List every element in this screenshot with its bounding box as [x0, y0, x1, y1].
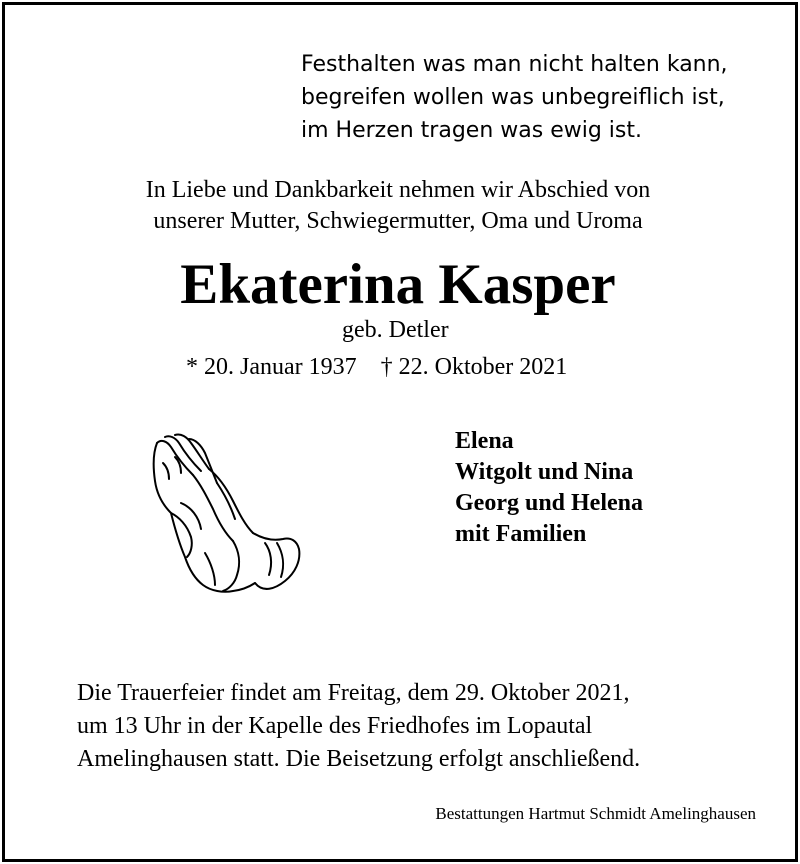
mourner-line: Georg und Helena — [455, 490, 644, 516]
death-date: † 22. Oktober 2021 — [380, 354, 568, 380]
quote-line: begreifen wollen was unbegreiflich ist, — [301, 85, 725, 110]
deceased-name: Ekaterina Kasper — [180, 253, 616, 316]
service-line: um 13 Uhr in der Kapelle des Friedhofes im Lopautal — [77, 713, 593, 739]
quote-line: im Herzen tragen was ewig ist. — [301, 118, 642, 143]
service-line: Amelinghausen statt. Die Beisetzung erfolgt anschließend. — [77, 746, 641, 772]
mourner-line: Witgolt und Nina — [455, 459, 634, 485]
funeral-home: Bestattungen Hartmut Schmidt Amelinghausen — [435, 804, 756, 823]
mourner-line: mit Familien — [455, 521, 587, 547]
intro-line: In Liebe und Dankbarkeit nehmen wir Abschied von — [145, 177, 651, 203]
quote-line: Festhalten was man nicht halten kann, — [301, 52, 728, 77]
birth-date: * 20. Januar 1937 — [186, 354, 357, 380]
birth-name: geb. Detler — [342, 317, 449, 343]
life-dates — [186, 352, 567, 382]
mourners-list — [455, 426, 643, 550]
intro-line: unserer Mutter, Schwiegermutter, Oma und Uroma — [153, 208, 643, 234]
service-info — [77, 677, 640, 776]
service-line: Die Trauerfeier findet am Freitag, dem 29. Oktober 2021, — [77, 680, 630, 706]
mourner-line: Elena — [455, 428, 514, 454]
memorial-quote — [301, 48, 728, 147]
praying-hands-icon — [145, 433, 305, 611]
intro-text — [0, 175, 796, 237]
